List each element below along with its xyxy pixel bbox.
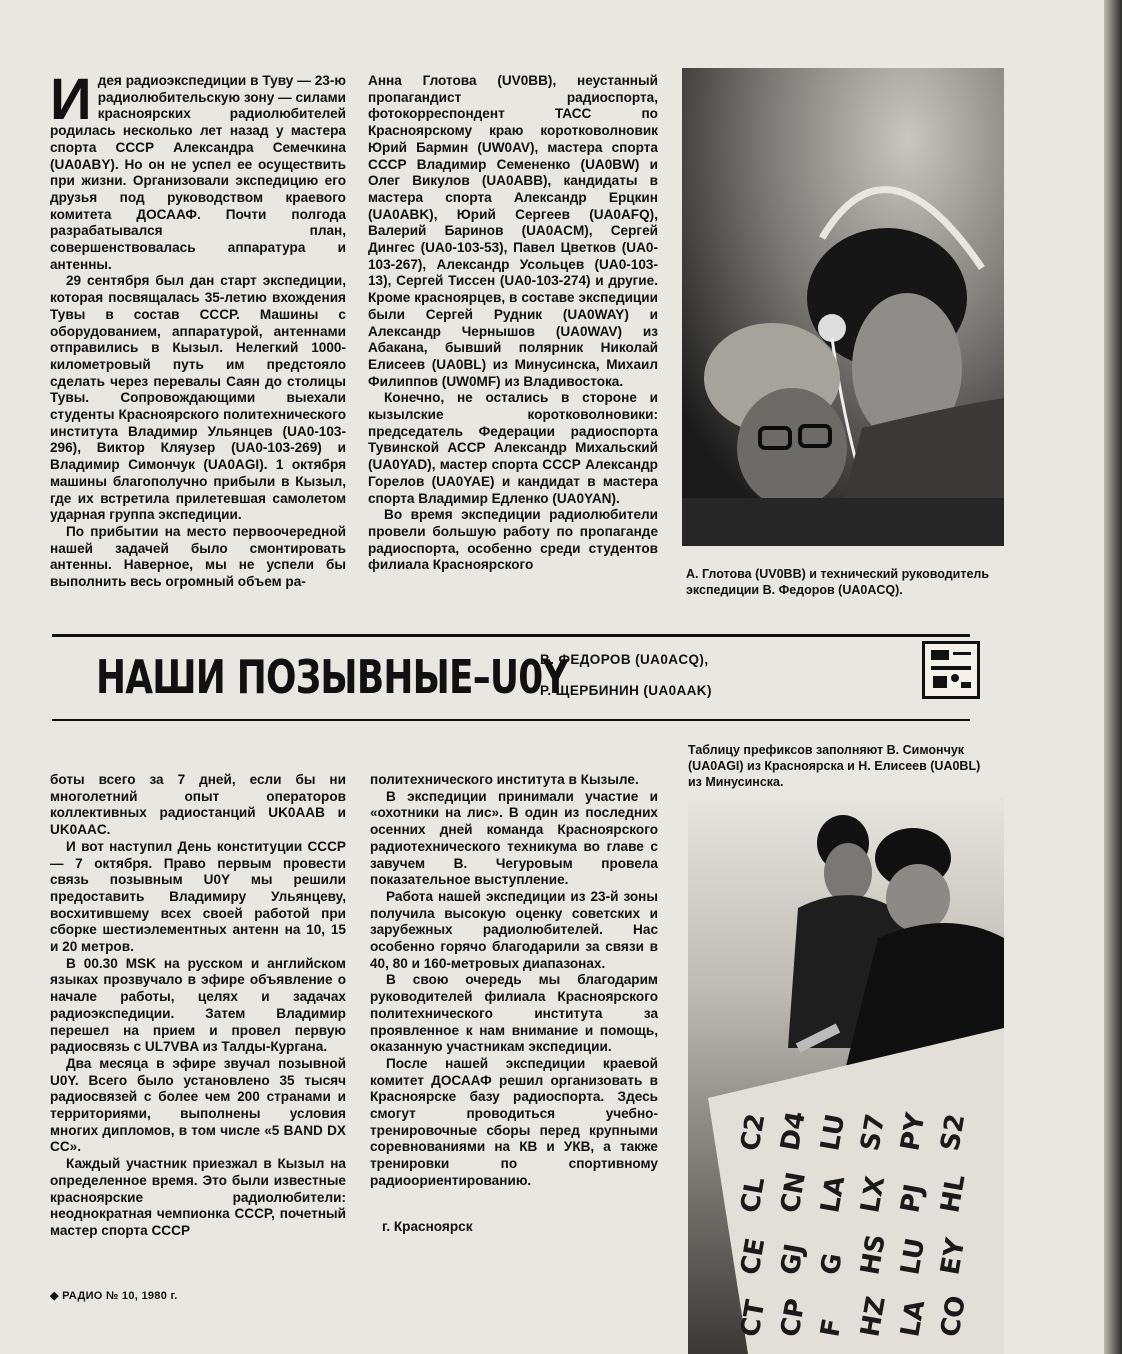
top-column-1 — [50, 67, 347, 591]
bottom-col2-paragraph: В свою очередь мы благодарим руководителей филиала Красноярского политехнического института за проявленное к нам внимание и помощь, оказанную участникам экспедиции. — [370, 972, 658, 1055]
top-column-2 — [368, 73, 658, 574]
radio-emblem-icon — [925, 644, 977, 696]
headline-rule-bottom — [52, 719, 970, 721]
section-emblem-icon — [922, 641, 980, 699]
bottom-col2-paragraph: В экспедиции принимали участие и «охотники на лис». В один из последних осенних дней команда Красноярского радиотехнического техникума во главе с завучем В. Чегуровым провела показательное выступление. — [370, 788, 658, 888]
prefix-cell: GJ — [775, 1241, 811, 1278]
prefix-cell: LU — [815, 1111, 852, 1154]
prefix-cell: CO — [935, 1293, 973, 1340]
bottom-col1-paragraph: Каждый участник приезжал в Кызыл на определенное время. Это были известные красноярские радиолюбители: неоднократная чемпионка СССР, почетный мастер спорта СССР — [50, 1156, 346, 1238]
top-col2-paragraph: Анна Глотова (UV0BB), неустанный пропагандист радиоспорта, фотокорреспондент ТАСС по Красноярскому краю коротковолновик Юрий Бармин (UW0AV), мастера спорта СССР Владимир Семененко (UA0BW) и Олег Викулов (UA0ABB), кандидаты в мастера спорта Александр Ерцкин (UA0ABK), Юрий Сергеев (UA0AFQ), Валерий Баринов (UA0ACM), Сергей Дингес (UA0-103-53), Павел Цветков (UA0-103-267), Александр Усольцев (UA0-103-13), Сергей Тиссен (UA0-103-274) и другие. Кроме красноярцев, в составе экспедиции были Сергей Рудник (UA0WAY) и Александр Чернышов (UA0WAV) из Абакана, бывший полярник Николай Елисеев (UA0BL) из Минусинска, Михаил Филиппов (UW0MF) из Владивостока. — [368, 73, 658, 389]
prefix-cell: LA — [815, 1173, 852, 1216]
top-col1-paragraph: По прибытии на место первоочередной нашей задачей было смонтировать антенны. Наверное, мы не успели бы выполнить весь огромный объем ра- — [50, 523, 346, 590]
top-col2-paragraph: Конечно, не остались в стороне и кызылские коротковолновики: председатель Федерации радиоспорта Тувинской АССР Александр Михальский (UA0YAD), мастер спорта СССР Александр Горелов (UA0YAE) и кандидат в мастера спорта Владимир Едленко (UA0YAN). — [368, 390, 658, 506]
bottom-col2-paragraph: После нашей экспедиции краевой комитет ДОСААФ решил организовать в Красноярске базу радиоспорта. Здесь смогут проводиться учебно-тренировочные сборы перед крупными соревнованиями на КВ и УКВ, а также тренировки по спортивному радиоориентированию. — [370, 1055, 658, 1188]
photo-caption-top: А. Глотова (UV0BB) и технический руководитель экспедиции В. Федоров (UA0ACQ). — [686, 567, 990, 597]
photo-caption-bottom: Таблицу префиксов заполняют В. Симончук (UA0AGI) из Красноярска и Н. Елисеев (UA0BL) из Минусинска. — [688, 743, 981, 789]
photo-operators-image — [682, 68, 1004, 546]
prefix-cell: CL — [735, 1174, 772, 1216]
prefix-cell: CP — [775, 1296, 812, 1340]
headline-rule-top — [52, 634, 970, 637]
prefix-cell: EY — [935, 1235, 972, 1278]
prefix-cell: C2 — [735, 1111, 772, 1154]
bottom-col1-paragraph: Два месяца в эфире звучал позывной U0Y. Всего было установлено 35 тысяч радиосвязей с более чем 200 странами и территориями, выполнены условия многих дипломов, в том числе «5 BAND DX CC». — [50, 1055, 346, 1155]
prefix-cell: S7 — [855, 1111, 892, 1154]
prefix-cell: HZ — [855, 1293, 892, 1340]
prefix-cell: CN — [775, 1169, 812, 1216]
prefix-cell: D4 — [775, 1108, 812, 1154]
bottom-col2-paragraph: Работа нашей экспедиции из 23-й зоны получила высокую оценку советских и зарубежных радиолюбителей. Нас особенно горячо благодарили за связи в 40, 80 и 160-метровых диапазонах. — [370, 888, 658, 971]
bottom-col2-paragraph: политехнического института в Кызыле. — [370, 772, 639, 787]
photo-radio-operators — [682, 68, 1004, 546]
author-1: В. ФЕДОРОВ (UA0ACQ), — [540, 652, 709, 667]
photo-prefix-table-image — [688, 798, 1004, 1354]
prefix-cell: PY — [895, 1110, 932, 1154]
bottom-col1-paragraph: боты всего за 7 дней, если бы ни многолетний опыт операторов коллективных радиостанций UK0AAB и UK0AAC. — [50, 772, 346, 838]
bottom-col1-paragraph: И вот наступил День конституции СССР — 7 октября. Право первым провести связь позывным U0Y мы решили предоставить Владимиру Ульянцеву, восхитившему всех своей работой при сборке шестиэлементных антенн на 10, 15 и 20 метров. — [50, 838, 346, 955]
top-col2-paragraph: Во время экспедиции радиолюбители провели большую работу по пропаганде радиоспорта, особенно среди студентов филиала Красноярского — [368, 507, 658, 573]
drop-cap: И — [50, 67, 92, 132]
prefix-cell: G — [815, 1250, 849, 1278]
bottom-column-2 — [370, 772, 658, 1190]
bottom-col1-paragraph: В 00.30 MSK на русском и английском языках прозвучало в эфире объявление о начале работы, целях и задачах радиоэкспедиции. Затем Владимир перешел на прием и провел первую радиосвязь с UL7VBA из Талды-Кургана. — [50, 955, 346, 1055]
prefix-cell: LA — [895, 1297, 932, 1340]
page-edge-shadow — [1104, 0, 1122, 1354]
prefix-cell: CT — [735, 1297, 772, 1340]
article-headline: НАШИ ПОЗЫВНЫЕ–U0Y — [96, 650, 568, 704]
prefix-cell: PJ — [895, 1181, 930, 1216]
prefix-cell: LU — [895, 1235, 932, 1278]
prefix-cell: S2 — [935, 1111, 972, 1154]
prefix-cell: F — [815, 1316, 848, 1340]
author-2: Р. ЩЕРБИНИН (UA0AAK) — [540, 683, 712, 698]
prefix-cell: HL — [935, 1172, 972, 1216]
prefix-cell: CE — [735, 1235, 772, 1278]
top-col1-paragraph: 29 сентября был дан старт экспедиции, которая посвящалась 35-летию вхождения Тувы в состав СССР. Машины с оборудованием, аппаратурой, антеннами отправились в Кызыл. Нелегкий 1000-километровый путь им предстояло сделать через перевалы Саян до столицы Тувы. Сопровождающими выехали студенты Красноярского политехнического института Владимир Ульянцев (UA0-103-296), Виктор Кляузер (UA0-103-269) и Владимир Симончук (UA0AGI). 1 октября машины благополучно прибыли в Кызыл, где их встретила прилетевшая самолетом ударная группа экспедиции. — [50, 273, 346, 523]
top-col1-first-paragraph: Идея радиоэкспедиции в Туву — 23-ю радиолюбительскую зону — силами красноярских радиолюбителей родилась несколько лет назад у мастера спорта СССР Александра Семечкина (UA0ABY). Но он не успел ее осуществить при жизни. Организовали экспедицию его друзья под руководством краевого комитета ДОСААФ. Почти полгода разрабатывался план, совершенствовалась аппаратура и антенны. — [50, 67, 347, 272]
page-footer: ◆ РАДИО № 10, 1980 г. — [50, 1290, 178, 1302]
prefix-cell: LX — [855, 1173, 892, 1216]
bottom-column-1 — [50, 772, 346, 1240]
signoff-location: г. Красноярск — [382, 1219, 473, 1234]
photo-prefix-table — [688, 798, 1004, 1354]
prefix-cell: HS — [855, 1232, 892, 1278]
